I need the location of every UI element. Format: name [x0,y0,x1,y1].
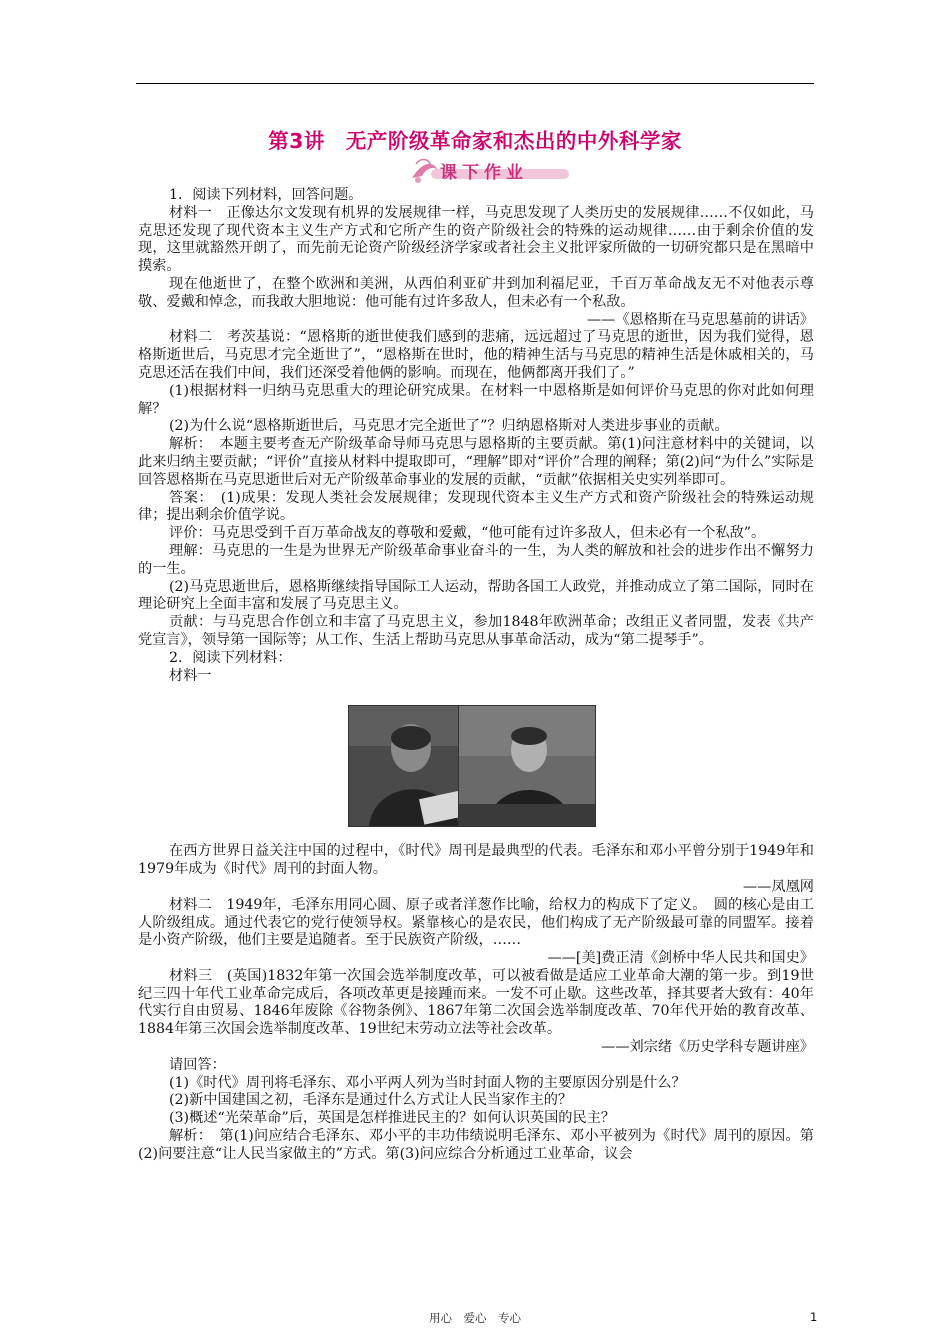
paragraph: (2)马克思逝世后，恩格斯继续指导国际工人运动，帮助各国工人政党，并推动成立了第二国际，同时在理论研究上全面丰富和发展了马克思主义。 [138,578,814,613]
paragraph: (2)为什么说“恩格斯逝世后，马克思才完全逝世了”？归纳恩格斯对人类进步事业的贡献。 [169,418,729,435]
paragraph: 解析： 本题主要考查无产阶级革命导师马克思与恩格斯的主要贡献。第(1)问注意材料中的关键词，以此来归纳主要贡献；“评价”直接从材料中提取即可，“理解”即对“评价”合理的阐释；第(2)问“为什么”实际是回答恩格斯在马克思逝世后对无产阶级革命事业的发展的贡献，“贡献”依据相关史实列举即可。 [138,436,814,488]
paragraph: 答案： (1)成果：发现人类社会发展规律；发现现代资本主义生产方式和资产阶级社会的特殊运动规律；提出剩余价值学说。 [138,489,814,524]
paragraph: (1)根据材料一归纳马克思重大的理论研究成果。在材料一中恩格斯是如何评价马克思的你对此如何理解？ [138,382,814,417]
page-number: 1 [810,1310,818,1324]
paragraph: (3)概述“光荣革命”后，英国是怎样推进民主的？如何认识英国的民主？ [169,1110,616,1127]
paragraph: 材料一 [169,667,212,684]
text-block-1 [138,187,814,685]
paragraph: 材料一 正像达尔文发现有机界的发展规律一样，马克思发现了人类历史的发展规律……不仅如此，马克思还发现了现代资本主义生产方式和它所产生的资产阶级社会的特殊的运动规律……由于剩余价值的发现，这里就豁然开朗了，而先前无论资产阶级经济学家或者社会主义批评家所做的一切研究都只是在黑暗中摸索。 [138,204,814,275]
paragraph: 材料三 (英国)1832年第一次国会选举制度改革，可以被看做是适应工业革命大潮的第一步。到19世纪三四十年代工业革命完成后，各项改革更是接踵而来。一发不可止歇。这些改革，择其要者大致有：40年代实行自由贸易、1846年废除《谷物条例》、1867年第二次国会选举制度改革、70年代开始的教育改革、1884年第三次国会选举制度改革、19世纪末劳动立法等社会改革。 [138,967,814,1038]
paragraph: 解析： 第(1)问应结合毛泽东、邓小平的丰功伟绩说明毛泽东、邓小平被列为《时代》周刊的原因。第(2)问要注意“让人民当家做主的”方式。第(3)问应综合分析通过工业革命，议会 [138,1128,814,1162]
paragraph: (1)《时代》周刊将毛泽东、邓小平两人列为当时封面人物的主要原因分别是什么？ [169,1074,686,1091]
source-citation: ——凤凰网 [743,878,814,895]
paragraph: 理解：马克思的一生是为世界无产阶级革命事业奋斗的一生，为人类的解放和社会的进步作出不懈努力的一生。 [138,542,814,577]
section-banner: 课下作业 [440,163,528,183]
header-rule [136,83,814,84]
paragraph: 评价：马克思受到千百万革命战友的尊敬和爱戴，“他可能有过许多敌人，但未必有一个私敌”。 [169,525,766,542]
paragraph: 贡献：与马克思合作创立和丰富了马克思主义，参加1848年欧洲革命；改组正义者同盟，发表《共产党宣言》，领导第一国际等；从工作、生活上帮助马克思从事革命活动，成为“第二提琴手”。 [138,614,814,648]
paragraph: 材料二 1949年，毛泽东用同心圆、原子或者洋葱作比喻，给权力的构成下了定义。 圆的核心是由工人阶级组成。通过代表它的党行使领导权。紧靠核心的是农民，他们构成了无产阶级最可靠的同盟军。接着是小资产阶级，他们主要是追随者。至于民族资产阶级，…… [138,896,814,949]
paragraph: 现在他逝世了，在整个欧洲和美洲，从西伯利亚矿井到加利福尼亚，千百万革命战友无不对他表示尊敬、爱戴和悼念，而我敢大胆地说：他可能有过许多敌人，但未必有一个私敌。 [138,275,814,310]
source-citation: ——刘宗绪《历史学科专题讲座》 [601,1039,814,1056]
text-block-2 [138,843,814,1163]
source-citation: ——《恩格斯在马克思墓前的讲话》 [586,311,814,328]
paragraph: 在西方世界日益关注中国的过程中，《时代》周刊是最典型的代表。毛泽东和邓小平曾分别于1949年和1979年成为《时代》周刊的封面人物。 [138,843,814,878]
source-citation: ——[美]费正清《剑桥中华人民共和国史》 [547,950,814,967]
paragraph: 2．阅读下列材料： [169,649,292,666]
photo-row [138,685,814,843]
document-body [138,187,814,1164]
page-footer: 用心 爱心 专心 [429,1311,521,1325]
paragraph: 材料二 考茨基说：“恩格斯的逝世使我们感到的悲痛，远远超过了马克思的逝世，因为我们觉得，恩格斯逝世后，马克思才完全逝世了”，“恩格斯在世时，他的精神生活与马克思的精神生活是休戚相关的，马克思还活在我们中间，我们还深受着他俩的影响。而现在，他俩都离开我们了。” [138,329,814,381]
paragraph: (2)新中国建国之初，毛泽东是通过什么方式让人民当家作主的？ [169,1092,573,1109]
page-title: 第3讲 无产阶级革命家和杰出的中外科学家 [268,129,682,153]
photo-deng-xiaoping [458,705,596,827]
paragraph: 请回答： [169,1056,226,1073]
paragraph: 1．阅读下列材料，回答问题。 [169,187,363,203]
